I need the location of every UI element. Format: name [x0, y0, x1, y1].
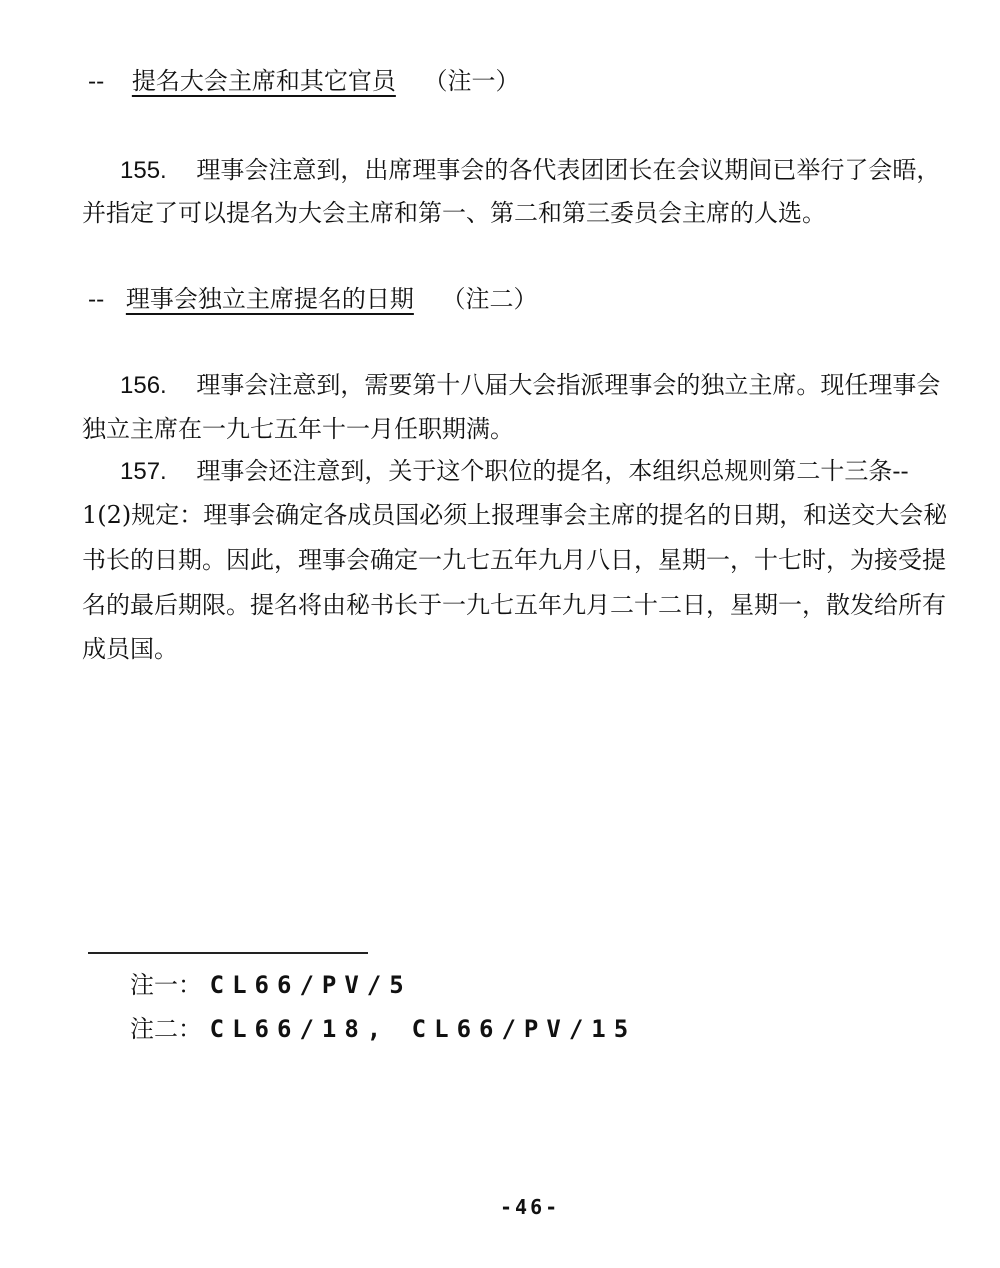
paragraph-line: 1(2)规定：理事会确定各成员国必须上报理事会主席的提名的日期，和送交大会秘 — [82, 501, 948, 529]
heading-title: 提名大会主席和其它官员 — [131, 67, 396, 95]
paragraph-156 — [120, 370, 940, 401]
paragraph-line: 理事会还注意到，关于这个职位的提名，本组织总规则第二十三条-- — [196, 457, 909, 485]
paragraph-number: 157. — [120, 458, 167, 485]
page-number: -46- — [500, 1195, 561, 1219]
footnote-text: CL66/PV/5 — [209, 971, 412, 999]
paragraph-line: 理事会注意到，需要第十八届大会指派理事会的独立主席。现任理事会 — [196, 371, 941, 399]
paragraph-number: 155. — [120, 157, 167, 184]
paragraph-157 — [120, 456, 909, 487]
footnote-1 — [130, 970, 412, 1000]
heading-chair-date — [88, 284, 538, 314]
footnote-label: 注二： — [130, 1015, 202, 1043]
paragraph-line: 成员国。 — [82, 635, 178, 663]
paragraph-155 — [120, 155, 945, 186]
footnote-label: 注一： — [130, 971, 202, 999]
heading-dash: -- — [88, 285, 112, 313]
heading-title: 理事会独立主席提名的日期 — [125, 285, 414, 313]
paragraph-line: 名的最后期限。提名将由秘书长于一九七五年九月二十二日，星期一，散发给所有 — [82, 591, 946, 619]
paragraph-line: 独立主席在一九七五年十一月任职期满。 — [82, 415, 514, 443]
heading-dash: -- — [88, 67, 112, 95]
paragraph-line: 并指定了可以提名为大会主席和第一、第二和第三委员会主席的人选。 — [82, 199, 826, 227]
footnote-ref: （注二） — [441, 285, 538, 313]
footnote-divider — [88, 952, 368, 954]
paragraph-number: 156. — [120, 372, 167, 399]
footnote-text: CL66/18, CL66/PV/15 — [209, 1015, 637, 1043]
paragraph-line: 理事会注意到，出席理事会的各代表团团长在会议期间已举行了会晤， — [196, 156, 941, 184]
heading-nominations — [88, 66, 520, 96]
footnote-ref: （注一） — [423, 67, 520, 95]
footnote-2 — [130, 1014, 636, 1044]
paragraph-line: 书长的日期。因此，理事会确定一九七五年九月八日，星期一，十七时，为接受提 — [82, 546, 946, 574]
